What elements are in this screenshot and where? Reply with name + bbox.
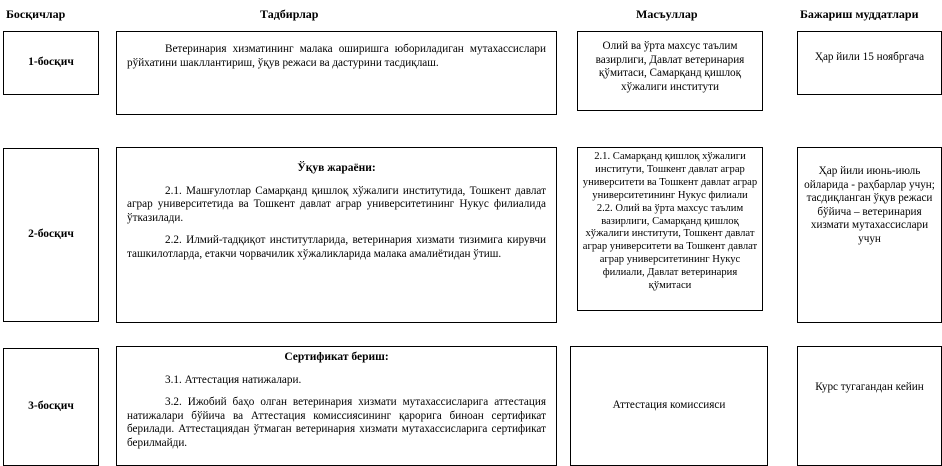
stage-label: 1-босқич: [28, 56, 74, 69]
deadline-text: Ҳар йили 15 ноябргача: [814, 51, 925, 63]
header-responsible: Масъуллар: [636, 7, 698, 21]
measure-item: 3.1. Аттестация натижалари.: [165, 373, 302, 386]
measure-item: 2.1. Машғулотлар Самарқанд қишлоқ хўжалиги институтида, Тошкент давлат аграр университетида ва Тошкент давлат аграр университетининг Нукус филиалида ўтказилади.: [127, 184, 546, 224]
deadline-line: тасдиқланган ўқув режаси бўйича – ветеринария хизмати мутахассислари учун: [806, 192, 933, 245]
measure-box-1: [116, 31, 557, 115]
deadline-text: Курс тугагандан кейин: [815, 381, 924, 393]
stage-box-3: [3, 348, 99, 466]
measure-box-2: [116, 147, 557, 323]
measure-title: Ўқув жараёни:: [297, 162, 376, 174]
header-stages: Босқичлар: [6, 7, 66, 21]
responsible-box-3: [570, 346, 768, 466]
responsible-box-2: [577, 147, 763, 311]
responsible-text: Аттестация комиссияси: [612, 399, 726, 412]
responsible-item: 2.1. Самарқанд қишлоқ хўжалиги институти, Тошкент давлат аграр университети ва Тошкент давлат аграр университетининг Нукус филиали: [582, 151, 758, 201]
measure-item: 2.2. Илмий-тадқиқот институтларида, ветеринария хизмати тизимига кирувчи ташкилотларда, етакчи чорвачилик хўжаликларида малака амалиётидан ўтиш.: [127, 234, 546, 260]
measure-item: 3.2. Ижобий баҳо олган ветеринария хизмати мутахассисларига аттестация натижалари бўйича ва Аттестация комиссиясининг қарорига биноан сертификат берилади. Аттестациядан ўтмаган ветеринария хизмати мутахассисларига сертификат берилмайди.: [127, 396, 546, 449]
deadline-box-3: [797, 346, 942, 466]
deadline-box-1: [797, 31, 942, 95]
stage-label: 3-босқич: [28, 400, 74, 413]
stage-box-1: [3, 31, 99, 95]
deadline-box-2: [797, 147, 942, 323]
header-deadlines: Бажариш муддатлари: [800, 7, 919, 21]
responsible-item: 2.2. Олий ва ўрта махсус таълим вазирлиги, Самарқанд қишлоқ хўжалиги институти, Тошкент давлат аграр университети ва Тошкент давлат аграр университетининг Нукус филиали, Давлат ветеринария қўмитаси: [582, 202, 758, 292]
responsible-text: Олий ва ўрта махсус таълим вазирлиги, Давлат ветеринария қўмитаси, Самарқанд қишлоқ хўжалиги институти: [595, 40, 745, 93]
measure-text: Ветеринария хизматининг малака оширишга юбориладиган мутахассислари рўйхатини шакллантириш, ўқув режаси ва дастурини тасдиқлаш.: [127, 43, 546, 69]
responsible-box-1: [577, 31, 763, 111]
header-measures: Тадбирлар: [260, 7, 319, 21]
stage-label: 2-босқич: [28, 228, 74, 241]
stage-box-2: [3, 148, 99, 322]
deadline-line: Ҳар йили июнь-июль ойларида - раҳбарлар учун;: [804, 165, 935, 191]
measure-title: Сертификат бериш:: [284, 351, 389, 363]
measure-box-3: [116, 346, 557, 466]
